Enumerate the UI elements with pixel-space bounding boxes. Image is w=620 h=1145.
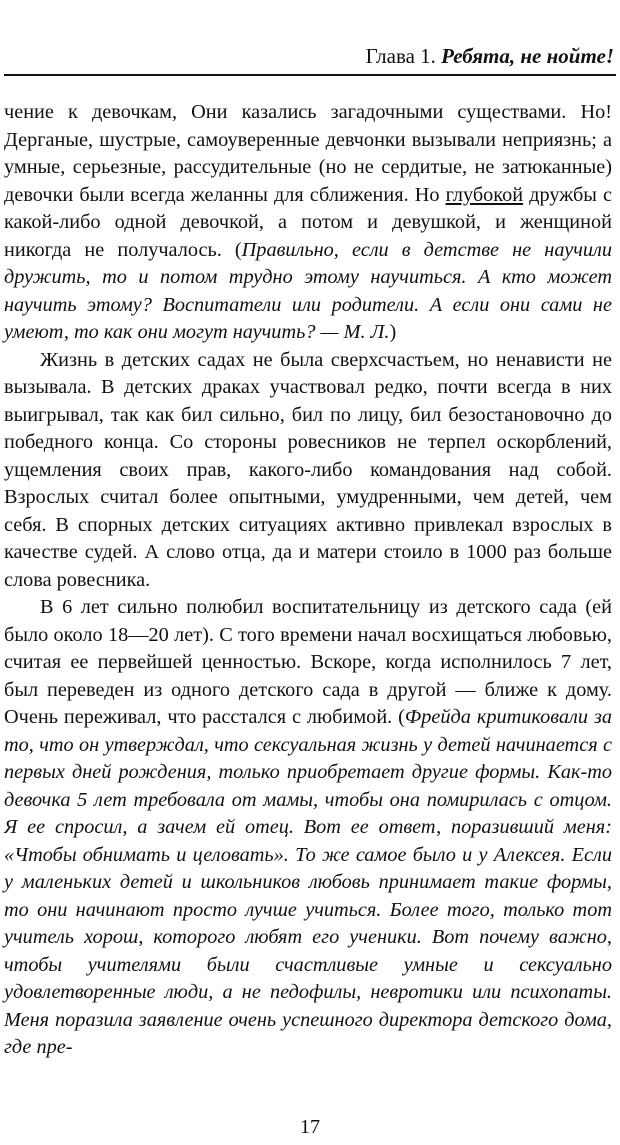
header-rule [4, 74, 616, 76]
paragraph-3-text-a: В 6 лет сильно полюбил воспитательницу из детского сада (ей было около 18—20 лет). С того времени начал восхищаться любовью, считая ее первейшей ценностью. Вскоре, когда исполнилось 7 лет, был переведен из одного детского сада в другой — ближе к дому. Очень переживал, что расстался с любимой. ( [4, 596, 612, 728]
underlined-word: глубокой [445, 183, 524, 206]
paragraph-1-text-c: ) [389, 321, 397, 343]
editor-comment-1: Правильно, если в детстве не научили дружить, то и потом трудно этому научиться. А кто может научить этому? Воспитатели или родители. А если они сами не умеют, то как они могут научить? — М. Л. [4, 238, 613, 343]
editor-comment-2: Фрейда критиковали за то, что он утверждал, что сексуальная жизнь у детей начинается с первых дней рождения, только приобретает другие формы. Как-то девочка 5 лет требовала от мамы, чтобы она помирилась с отцом. Я ее спросил, а зачем ей отец. Вот ее ответ, поразивший меня: «Чтобы обнимать и целовать». То же самое было и у Алексея. Если у маленьких детей и школьников любовь принимает такие формы, то они начинают просто лучше учиться. Более того, только тот учитель хорош, которого любят его ученики. Вот почему важно, чтобы учителями были счастливые умные и сексуально удовлетворенные люди, а не педофилы, невротики или психопаты. Меня поразила заявление очень успешного директора детского дома, где пре- [4, 706, 613, 1058]
paragraph-3 [4, 594, 612, 1062]
paragraph-1 [4, 99, 612, 347]
chapter-label: Глава 1. [365, 44, 436, 68]
chapter-title: Ребята, не нойте! [441, 44, 614, 68]
paragraph-2: Жизнь в детских садах не была сверхсчастьем, но ненависти не вызывала. В детских драках участвовал редко, почти всегда в них выигрывал, так как бил сильно, бил по лицу, бил безостановочно до победного конца. Со стороны ровесников не терпел оскорблений, ущемления своих прав, какого-либо командования над собой. Взрослых считал более опытными, умудренными, чем детей, чем себя. В спорных детских ситуациях активно привлекал взрослых в качестве судей. А слово отца, да и матери стоило в 1000 раз больше слова ровесника. [4, 348, 612, 591]
body-text [4, 99, 612, 1062]
paragraph-1-text-a: чение к девочкам, Они казались загадочными существами. Но! Дерганые, шустрые, самоуверенные девчонки вызывали неприязнь; а умные, серьезные, рассудительные (но не сердитые, не затюканные) девочки были всегда желанны для сближения. Но [4, 101, 612, 206]
running-header [366, 44, 614, 68]
paragraph-1-text-b: дружбы с какой-либо одной девочкой, а потом и девушкой, и женщиной никогда не получалось. ( [4, 183, 612, 261]
page-number: 17 [300, 1116, 320, 1138]
